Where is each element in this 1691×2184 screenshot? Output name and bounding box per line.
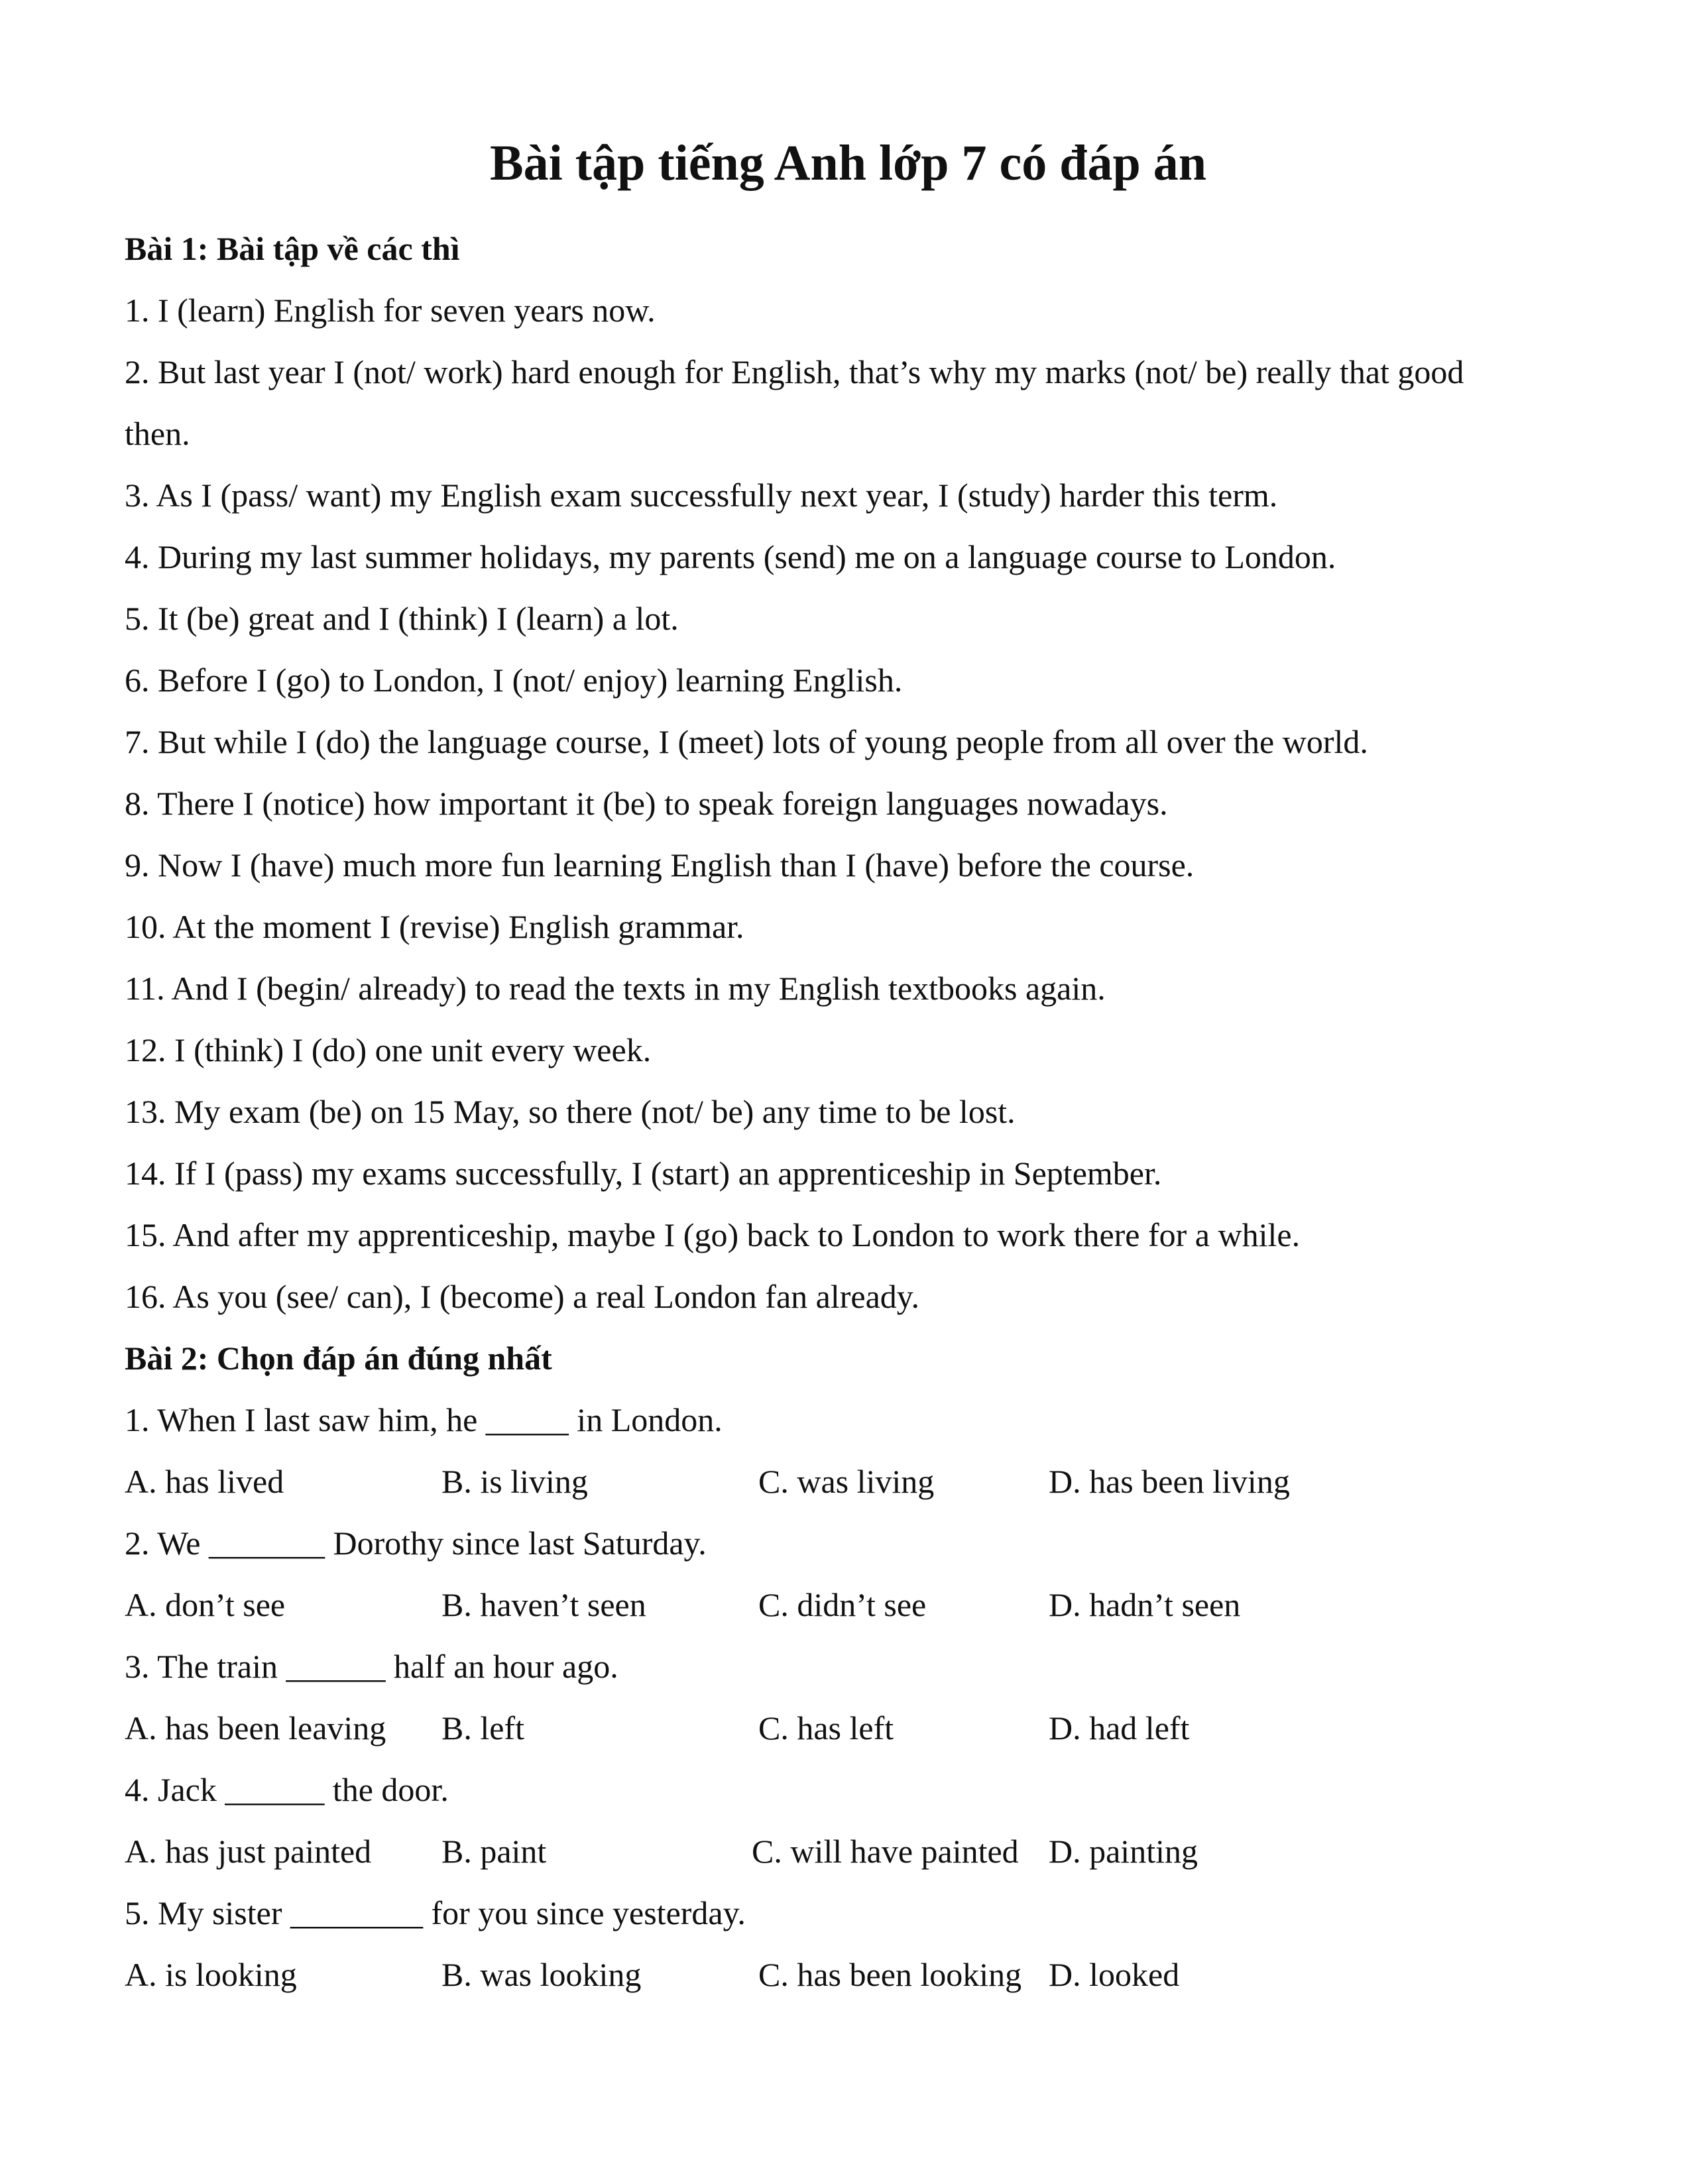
mc-option-a: A. don’t see xyxy=(125,1586,286,1623)
mc-option-d: D. had left xyxy=(1049,1709,1190,1747)
mc-question: 5. My sister ________ for you since yesterday. xyxy=(125,1894,746,1931)
mc-question: 2. We _______ Dorothy since last Saturday. xyxy=(125,1524,707,1562)
mc-option-c: C. didn’t see xyxy=(758,1586,927,1623)
exercise-1-item: 2. But last year I (not/ work) hard enough for English, that’s why my marks (not/ be) really that good xyxy=(125,353,1464,390)
exercise-1-item: 7. But while I (do) the language course, I (meet) lots of young people from all over the world. xyxy=(125,723,1368,760)
mc-option-a: A. has been leaving xyxy=(125,1709,386,1747)
mc-question: 3. The train ______ half an hour ago. xyxy=(125,1648,618,1685)
exercise-1-item: 14. If I (pass) my exams successfully, I (start) an apprenticeship in September. xyxy=(125,1155,1162,1192)
exercise-1-item: 12. I (think) I (do) one unit every week. xyxy=(125,1031,652,1068)
exercise-1-item-continuation: then. xyxy=(125,415,190,452)
exercise-1-item: 5. It (be) great and I (think) I (learn) a lot. xyxy=(125,600,679,637)
mc-option-c: C. has left xyxy=(758,1709,894,1747)
mc-option-b: B. is living xyxy=(441,1463,588,1500)
exercise-1-item: 11. And I (begin/ already) to read the texts in my English textbooks again. xyxy=(125,970,1106,1007)
exercise-1-item: 9. Now I (have) much more fun learning English than I (have) before the course. xyxy=(125,846,1195,884)
mc-option-b: B. haven’t seen xyxy=(441,1586,646,1623)
exercise-1-item: 16. As you (see/ can), I (become) a real London fan already. xyxy=(125,1278,920,1315)
mc-option-a: A. has just painted xyxy=(125,1833,372,1870)
mc-option-d: D. painting xyxy=(1049,1833,1198,1870)
exercise-1-item: 3. As I (pass/ want) my English exam successfully next year, I (study) harder this term. xyxy=(125,477,1278,514)
exercise-1-item: 6. Before I (go) to London, I (not/ enjoy) learning English. xyxy=(125,661,903,699)
section-2-heading: Bài 2: Chọn đáp án đúng nhất xyxy=(125,1340,552,1377)
mc-option-c: C. has been looking xyxy=(758,1956,1022,1993)
page-title: Bài tập tiếng Anh lớp 7 có đáp án xyxy=(489,135,1207,191)
mc-option-a: A. is looking xyxy=(125,1956,297,1993)
mc-question: 4. Jack ______ the door. xyxy=(125,1771,449,1808)
mc-question: 1. When I last saw him, he _____ in London. xyxy=(125,1401,723,1438)
mc-option-c: C. was living xyxy=(758,1463,935,1500)
exercise-1-item: 1. I (learn) English for seven years now. xyxy=(125,292,656,329)
mc-option-b: B. was looking xyxy=(441,1956,642,1993)
exercise-1-item: 13. My exam (be) on 15 May, so there (not/ be) any time to be lost. xyxy=(125,1093,1016,1130)
mc-option-d: D. looked xyxy=(1049,1956,1180,1993)
exercise-1-item: 8. There I (notice) how important it (be) to speak foreign languages nowadays. xyxy=(125,785,1168,822)
section-1-heading: Bài 1: Bài tập về các thì xyxy=(125,230,460,267)
exercise-1-item: 4. During my last summer holidays, my parents (send) me on a language course to London. xyxy=(125,538,1336,575)
mc-option-b: B. left xyxy=(441,1709,524,1747)
exercise-1-item: 10. At the moment I (revise) English grammar. xyxy=(125,908,744,945)
mc-option-d: D. hadn’t seen xyxy=(1049,1586,1241,1623)
mc-option-b: B. paint xyxy=(441,1833,547,1870)
mc-option-c: C. will have painted xyxy=(752,1833,1019,1870)
mc-option-d: D. has been living xyxy=(1049,1463,1290,1500)
exercise-1-item: 15. And after my apprenticeship, maybe I (go) back to London to work there for a while. xyxy=(125,1216,1301,1253)
mc-option-a: A. has lived xyxy=(125,1463,284,1500)
